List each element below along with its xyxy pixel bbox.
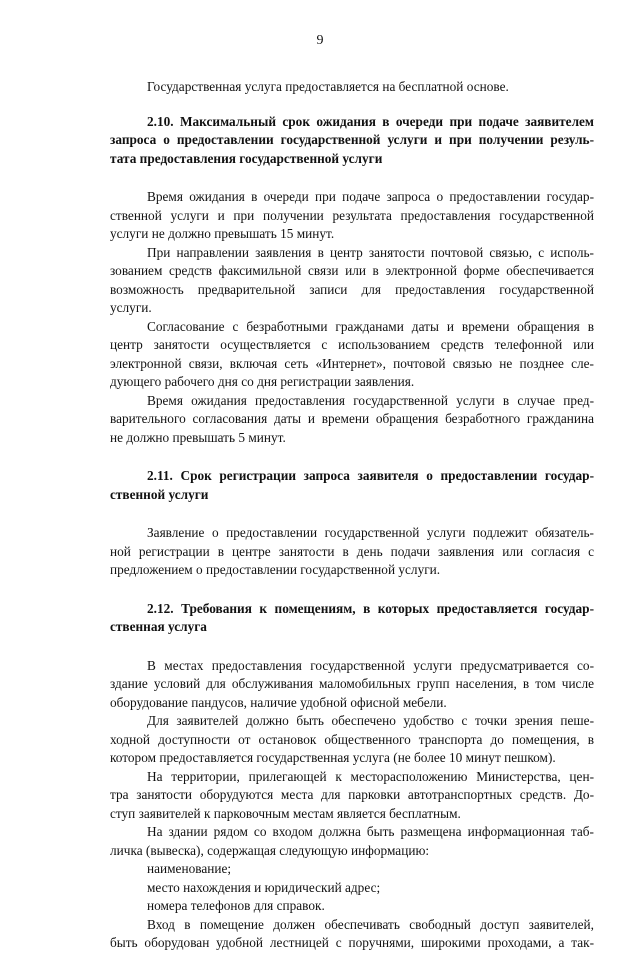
text-line: На территории, прилегающей к месторасположению Министерства, цен- bbox=[147, 768, 594, 784]
section-2-12-paragraph-5 bbox=[110, 916, 594, 953]
text-line: здание условий для обслуживания маломобильных групп населения, в том числе bbox=[110, 676, 594, 691]
section-2-11-paragraph-1 bbox=[110, 524, 594, 580]
text-line: предложением о предоставлении государственной услуги. bbox=[110, 562, 441, 577]
text-line: Для заявителей должно быть обеспечено удобство с точки зрения пеше- bbox=[147, 713, 594, 728]
text-line: не должно превышать 5 минут. bbox=[110, 429, 286, 445]
text-line: В местах предоставления государственной услуги предусматривается со- bbox=[147, 657, 594, 673]
heading-line: 2.12. Требования к помещениям, в которых предоставляется государ- bbox=[147, 600, 594, 616]
heading-line: 2.11. Срок регистрации запроса заявителя о предоставлении государ- bbox=[147, 468, 594, 483]
heading-line: ственная услуга bbox=[110, 619, 207, 634]
section-2-12-paragraph-4 bbox=[110, 823, 594, 860]
text-line: тра занятости оборудуются места для парковки автотранспортных средств. До- bbox=[110, 787, 594, 802]
list-item: место нахождения и юридический адрес; bbox=[147, 879, 381, 895]
text-line: оборудование пандусов, наличие удобной офисной мебели. bbox=[110, 694, 447, 710]
text-line: дующего рабочего дня со дня регистрации заявления. bbox=[110, 374, 415, 389]
section-2-10-paragraph-1 bbox=[110, 188, 594, 244]
text-line: зованием средств факсимильной связи или в электронной форме обеспечивается bbox=[110, 263, 594, 278]
section-2-12-heading bbox=[110, 600, 594, 637]
intro-paragraph: Государственная услуга предоставляется на бесплатной основе. bbox=[147, 79, 509, 94]
text-line: Время ожидания предоставления государственной услуги в случае пред- bbox=[147, 392, 594, 408]
text-line: На здании рядом со входом должна быть размещена информационная таб- bbox=[147, 824, 594, 839]
text-line: ступ заявителей к парковочным местам является бесплатным. bbox=[110, 805, 461, 821]
section-2-11-heading bbox=[110, 467, 594, 504]
section-2-12-paragraph-2 bbox=[110, 712, 594, 768]
text-line: центр занятости осуществляется с использованием средств телефонной или bbox=[110, 337, 594, 352]
page-content bbox=[110, 78, 594, 953]
text-line: ственной услуги и при получении результата предоставления государственной bbox=[110, 207, 594, 223]
text-line: Время ожидания в очереди при подаче запроса о предоставлении государ- bbox=[147, 189, 594, 204]
section-2-10-paragraph-2 bbox=[110, 244, 594, 318]
text-line: личка (вывеска), содержащая следующую информацию: bbox=[110, 842, 430, 858]
text-line: котором предоставляется государственная услуга (не более 10 минут пешком). bbox=[110, 750, 556, 765]
text-line: ходной доступности от остановок общественного транспорта до помещения, в bbox=[110, 731, 594, 747]
list-item: номера телефонов для справок. bbox=[147, 898, 325, 913]
text-line: услуги не должно превышать 15 минут. bbox=[110, 226, 335, 241]
text-line: возможность предварительной записи для предоставления государственной bbox=[110, 281, 594, 297]
heading-line: тата предоставления государственной услуги bbox=[110, 150, 383, 166]
text-line: варительного согласования даты и времени обращения безработного гражданина bbox=[110, 411, 594, 426]
info-sign-list bbox=[110, 860, 594, 916]
section-2-12-paragraph-3 bbox=[110, 768, 594, 824]
text-line: услуги. bbox=[110, 300, 152, 315]
text-line: ной регистрации в центре занятости в день подачи заявления или согласия с bbox=[110, 543, 594, 559]
section-2-12-paragraph-1 bbox=[110, 657, 594, 713]
text-line: электронной связи, включая сеть «Интернет», почтовой связью не позднее сле- bbox=[110, 355, 594, 371]
text-line: Вход в помещение должен обеспечивать свободный доступ заявителей, bbox=[147, 916, 594, 932]
text-line: быть оборудован удобной лестницей с поручнями, широкими проходами, а так- bbox=[110, 935, 594, 950]
heading-line: ственной услуги bbox=[110, 486, 209, 502]
list-item: наименование; bbox=[147, 861, 232, 876]
section-2-10-heading bbox=[110, 113, 594, 169]
text-line: Заявление о предоставлении государственной услуги подлежит обязатель- bbox=[147, 525, 594, 540]
section-2-10-paragraph-3 bbox=[110, 318, 594, 392]
text-line: Согласование с безработными гражданами даты и времени обращения в bbox=[147, 318, 594, 334]
page-number: 9 bbox=[316, 33, 324, 48]
text-line: При направлении заявления в центр занятости почтовой связью, с исполь- bbox=[147, 244, 594, 260]
section-2-10-paragraph-4 bbox=[110, 392, 594, 448]
heading-line: 2.10. Максимальный срок ожидания в очереди при подаче заявителем bbox=[147, 113, 594, 129]
heading-line: запроса о предоставлении государственной услуги и при получении резуль- bbox=[110, 132, 594, 147]
